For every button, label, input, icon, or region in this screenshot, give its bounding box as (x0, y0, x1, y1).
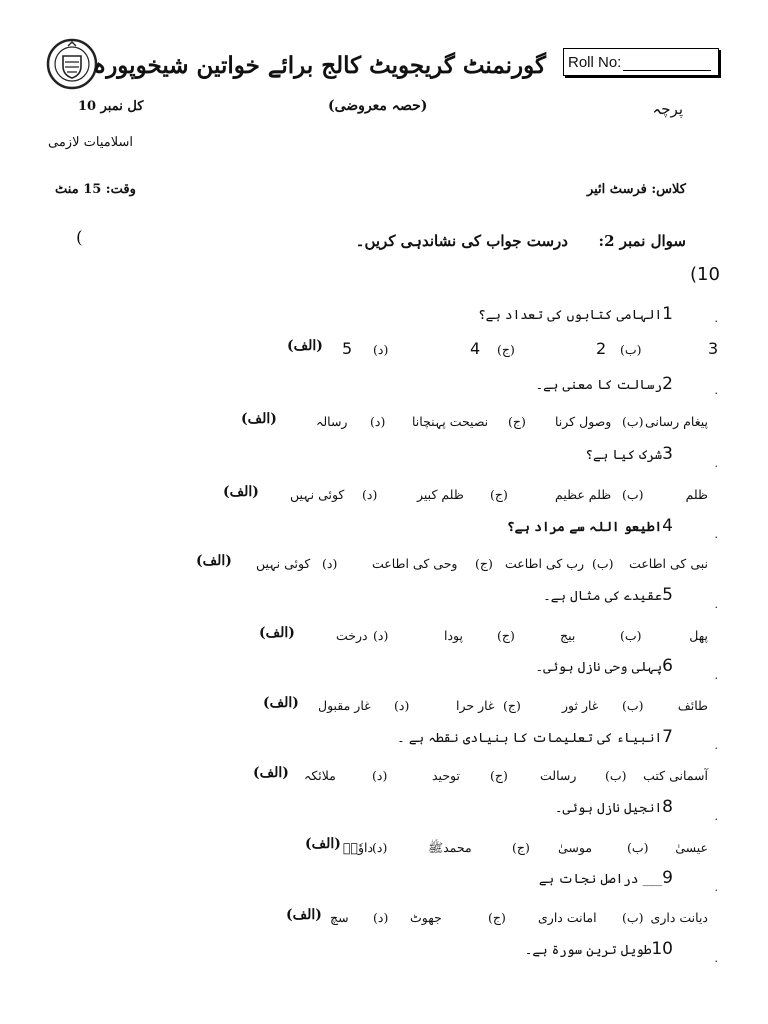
q9-option-1: دیانت داری (650, 910, 708, 925)
roll-number-box (563, 48, 719, 76)
q2-option-1: پیغام رسانی (644, 414, 708, 429)
college-logo-icon (46, 38, 98, 90)
question-8: 8انجیل نازل ہوئی۔ (554, 797, 673, 817)
q1-option-b-mark: (ب) (620, 342, 642, 357)
paper-label: پرچہ (652, 100, 683, 118)
q6-option-alef-mark: (الف) (263, 695, 299, 711)
q2-option-2: وصول کرنا (555, 414, 612, 429)
q3-option-b-mark: (ب) (622, 487, 644, 502)
q7-option-alef-mark: (الف) (253, 765, 289, 781)
question-bullet: . (714, 881, 718, 894)
q8-option-3: محمدﷺ (428, 840, 472, 855)
question-bullet: . (714, 810, 718, 823)
q8-option-1: عیسیٰ (675, 840, 708, 855)
marks-bracket: ( (76, 228, 83, 248)
question-label: سوال نمبر 2: (598, 232, 686, 250)
q2-option-4: رسالہ (316, 414, 348, 429)
q9-option-d-mark: (د) (373, 910, 389, 925)
roll-number-label: Roll No: (568, 54, 622, 71)
question-5: 5عقیدے کی مثال ہے۔ (543, 585, 673, 605)
q6-option-c-mark: (ج) (503, 698, 521, 713)
q5-option-3: پودا (444, 628, 463, 643)
q3-option-2: ظلم عظیم (555, 487, 612, 502)
q1-option-c-mark: (ج) (497, 342, 515, 357)
q9-option-4: سچ (330, 910, 349, 925)
q7-option-1: آسمانی کتب (643, 768, 708, 783)
q6-option-1: طائف (677, 698, 708, 713)
class-label: کلاس: فرسٹ ائیر (586, 182, 686, 197)
question-1: 1الہامی کتابوں کی تعداد ہے؟ (478, 304, 673, 324)
q2-option-3: نصیحت پہنچانا (412, 414, 489, 429)
q2-option-b-mark: (ب) (622, 414, 644, 429)
q3-option-d-mark: (د) (362, 487, 378, 502)
q9-option-alef-mark: (الف) (286, 907, 322, 923)
q3-option-c-mark: (ج) (490, 487, 508, 502)
q2-option-c-mark: (ج) (508, 414, 526, 429)
q5-option-c-mark: (ج) (497, 628, 515, 643)
question-10: 10طویل ترین سورۃ ہے۔ (524, 939, 673, 959)
q3-option-alef-mark: (الف) (223, 484, 259, 500)
q8-option-d-mark: (د) (372, 840, 388, 855)
question-bullet: . (714, 384, 718, 397)
q1-option-alef-mark: (الف) (287, 338, 323, 354)
q5-option-1: پھل (689, 628, 708, 643)
q4-option-2: رب کی اطاعت (505, 556, 585, 571)
q5-option-2: بیج (560, 628, 576, 643)
q7-option-2: رسالت (540, 768, 577, 783)
question-bullet: . (714, 669, 718, 682)
q2-option-d-mark: (د) (370, 414, 386, 429)
q1-option-4: 5 (342, 339, 353, 358)
question-bullet: . (714, 952, 718, 965)
question-instruction: درست جواب کی نشاندہی کریں۔ (355, 232, 568, 250)
q9-option-c-mark: (ج) (488, 910, 506, 925)
q4-option-alef-mark: (الف) (196, 553, 232, 569)
college-title: گورنمنٹ گریجویٹ کالج برائے خواتین شیخوپورہ (92, 52, 546, 79)
question-6: 6پہلی وحی نازل ہوئی۔ (535, 656, 673, 676)
q7-option-3: توحید (432, 768, 460, 783)
q7-option-b-mark: (ب) (605, 768, 627, 783)
q5-option-d-mark: (د) (373, 628, 389, 643)
question-3: 3شرک کیا ہے؟ (585, 444, 673, 464)
q6-option-b-mark: (ب) (622, 698, 644, 713)
q4-option-1: نبی کی اطاعت (629, 556, 708, 571)
q9-option-b-mark: (ب) (622, 910, 644, 925)
q5-option-4: درخت (336, 628, 368, 643)
q8-option-alef-mark: (الف) (305, 836, 341, 852)
roll-number-blank (623, 56, 711, 71)
time-label: وقت: 15 منٹ (55, 182, 136, 197)
q6-option-4: غار مقبول (318, 698, 371, 713)
q1-option-3: 4 (470, 339, 481, 358)
q5-option-b-mark: (ب) (620, 628, 642, 643)
q3-option-4: کوئی نہیں (290, 487, 345, 502)
q7-option-d-mark: (د) (372, 768, 388, 783)
q8-option-2: موسیٰ (558, 840, 593, 855)
q6-option-d-mark: (د) (394, 698, 410, 713)
q8-option-c-mark: (ج) (512, 840, 530, 855)
q9-option-3: جھوٹ (410, 910, 442, 925)
q8-option-b-mark: (ب) (627, 840, 649, 855)
question-9: 9___ دراصل نجات ہے (538, 868, 673, 888)
subject-name: اسلامیات لازمی (48, 135, 133, 150)
question-7: 7انبیاء کی تعلیمات کا بنیادی نقطہ ہے ۔ (397, 727, 673, 747)
q1-option-2: 2 (596, 339, 607, 358)
question-bullet: . (714, 457, 718, 470)
question-2: 2رسالت کا معنی ہے۔ (535, 374, 673, 394)
q2-option-alef-mark: (الف) (241, 411, 277, 427)
q6-option-3: غار حرا (456, 698, 495, 713)
q3-option-3: ظلم کبیر (417, 487, 464, 502)
question-bullet: . (714, 528, 718, 541)
q5-option-alef-mark: (الف) (259, 625, 295, 641)
q3-option-1: ظلم (685, 487, 708, 502)
question-bullet: . (714, 312, 718, 325)
q4-option-4: کوئی نہیں (256, 556, 311, 571)
q7-option-4: ملائکہ (304, 768, 336, 783)
q4-option-3: وحی کی اطاعت (372, 556, 458, 571)
q1-option-d-mark: (د) (373, 342, 389, 357)
q9-option-2: امانت داری (538, 910, 597, 925)
q8-option-4: داوٗدؑ (343, 840, 374, 855)
q6-option-2: غار ثور (562, 698, 599, 713)
q4-option-c-mark: (ج) (475, 556, 493, 571)
section-label: (حصہ معروضی) (328, 98, 428, 114)
q7-option-c-mark: (ج) (490, 768, 508, 783)
question-bullet: . (714, 598, 718, 611)
q4-option-d-mark: (د) (322, 556, 338, 571)
q4-option-b-mark: (ب) (592, 556, 614, 571)
total-marks: کل نمبر 10 (78, 99, 144, 114)
marks-value: (10 (690, 264, 720, 285)
question-4: 4اطیعو اللہ سے مراد ہے؟ (506, 516, 673, 536)
q1-option-1: 3 (708, 339, 719, 358)
question-bullet: . (714, 739, 718, 752)
